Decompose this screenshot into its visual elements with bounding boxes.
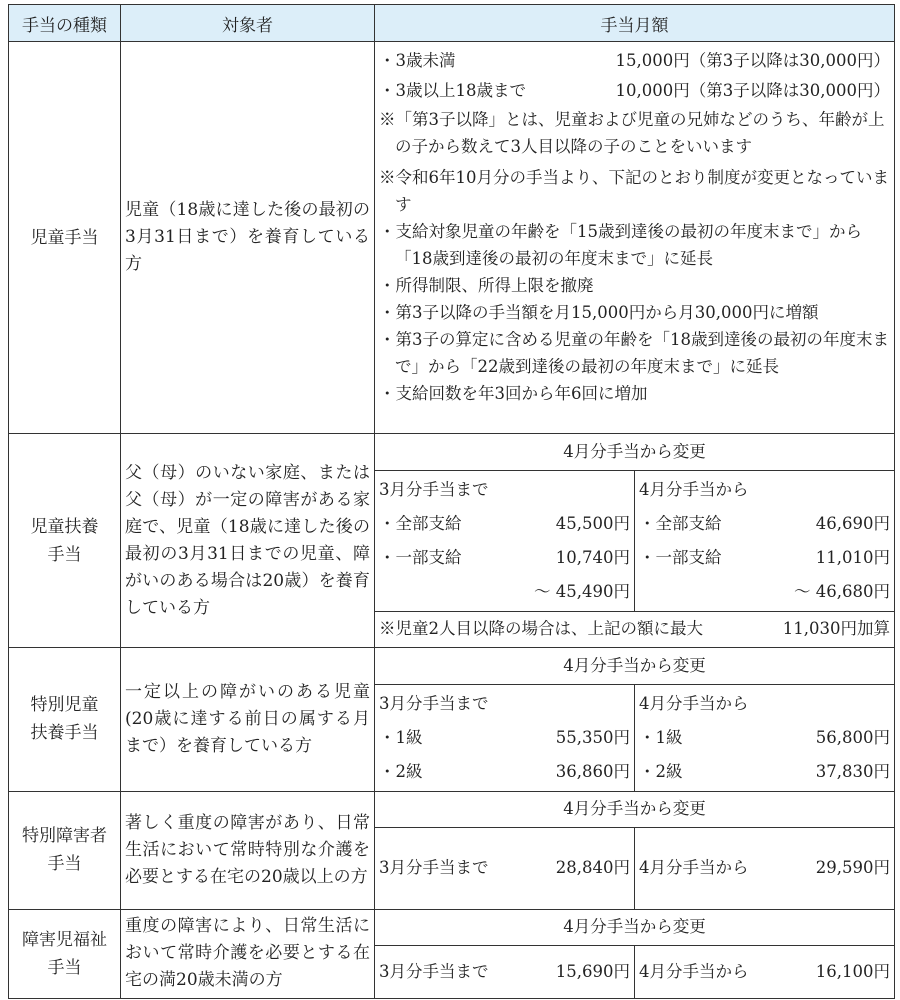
note-third-child: ※「第3子以降」とは、児童および児童の兄姉などのうち、年齢が上の子から数えて3人目以降の子のことをいいます [379,110,885,156]
fuyo-note-value: 11,030円加算 [782,619,890,639]
fuyo-before-part-label: ・一部支給 [379,547,462,567]
fuyo-before [375,470,635,611]
shogaiji-subtable [375,910,894,998]
tokubetsu-shogai-change-header: 4月分手当から変更 [563,799,706,819]
shogaiji-change-header: 4月分手当から変更 [563,917,706,937]
row-jido [9,42,895,434]
fuyo-before-title: 3月分手当まで [379,479,489,499]
target-fuyo: 父（母）のいない家庭、または父（母）が一定の障害がある家庭で、児童（18歳に達した後の最初の3月31日までの児童、障がいのある場合は20歳）を養育している方 [121,434,375,648]
fuyo-after-part-value: 11,010円 [815,547,890,567]
fuyo-after-full [639,507,890,541]
type-tokubetsu-fuyo [9,648,121,792]
fuyo-note-row [379,614,890,644]
amount-shogaiji [375,909,895,998]
row-fuyo [9,434,895,648]
tokubetsu-fuyo-before-g1-value: 55,350円 [555,727,630,747]
tokubetsu-fuyo-before-g2 [379,755,630,789]
shogaiji-before [375,946,635,998]
fuyo-note [375,611,894,647]
type-jido-line1: 児童手当 [30,227,99,248]
shogaiji-after-row [639,955,890,989]
fuyo-after-part [639,541,890,575]
amount-tokubetsu-fuyo [375,648,895,792]
shogaiji-before-label: 3月分手当まで [379,961,489,981]
fuyo-before-full-value: 45,500円 [555,513,630,533]
tokubetsu-fuyo-before-g1-label: ・1級 [379,727,423,747]
shogaiji-after-value: 16,100円 [815,961,890,981]
type-fuyo [9,434,121,648]
tokubetsu-shogai-before-row [379,851,630,885]
fuyo-after-full-label: ・全部支給 [639,513,722,533]
shogaiji-before-row [379,955,630,989]
tokubetsu-shogai-after-value: 29,590円 [815,858,890,878]
rate-value-under3: 15,000円（第3子以降は30,000円） [615,51,890,70]
rate-value-3to18: 10,000円（第3子以降は30,000円） [615,81,890,100]
tokubetsu-fuyo-after-g1 [639,721,890,755]
target-tokubetsu-shogai: 著しく重度の障害があり、日常生活において常時特別な介護を必要とする在宅の20歳以上の方 [121,791,375,909]
tokubetsu-fuyo-before-g2-label: ・2級 [379,761,423,781]
fuyo-before-part [379,541,630,575]
fuyo-note-label: ※児童2人目以降の場合は、上記の額に最大 [379,619,703,639]
allowance-table [8,4,895,999]
tokubetsu-shogai-before-value: 28,840円 [555,858,630,878]
amount-fuyo [375,434,895,648]
tokubetsu-fuyo-after-g1-value: 56,800円 [815,727,890,747]
tokubetsu-shogai-after-label: 4月分手当から [639,858,749,878]
tokubetsu-fuyo-after-g2 [639,755,890,789]
fuyo-after [635,470,895,611]
tokubetsu-fuyo-after-g2-label: ・2級 [639,761,683,781]
note-reiwa6: ※令和6年10月分の手当より、下記のとおり制度が変更となっています [379,168,889,214]
row-shogaiji [9,909,895,998]
fuyo-after-full-value: 46,690円 [815,513,890,533]
fuyo-after-range: ～ 46,680円 [794,581,890,601]
tokubetsu-fuyo-before-g2-value: 36,860円 [555,761,630,781]
fuyo-after-title: 4月分手当から [639,479,749,499]
shogaiji-before-value: 15,690円 [555,961,630,981]
type-tokubetsu-shogai-line2: 手当 [47,854,82,874]
target-jido: 児童（18歳に達した後の最初の3月31日まで）を養育している方 [121,42,375,434]
type-tokubetsu-fuyo-line1: 特別児童 [30,695,99,716]
tokubetsu-fuyo-before-g1 [379,721,630,755]
fuyo-change-header: 4月分手当から変更 [563,441,706,461]
fuyo-before-part-value: 10,740円 [555,547,630,567]
tokubetsu-fuyo-after-g2-value: 37,830円 [815,761,890,781]
shogaiji-after-label: 4月分手当から [639,961,749,981]
amount-jido [375,42,895,434]
tokubetsu-fuyo-after-title: 4月分手当から [639,693,749,713]
rate-label-under3: ・3歳未満 [379,51,456,70]
change-item-3: ・第3子以降の手当額を月15,000円から月30,000円に増額 [379,303,819,322]
target-shogaiji: 重度の障害により、日常生活において常時介護を必要とする在宅の満20歳未満の方 [121,909,375,998]
type-jido [9,42,121,434]
row-tokubetsu-shogai [9,791,895,909]
tokubetsu-fuyo-before [375,684,635,791]
tokubetsu-shogai-subtable [375,792,894,909]
tokubetsu-shogai-before [375,828,635,909]
target-tokubetsu-fuyo: 一定以上の障がいのある児童(20歳に達する前日の属する月まで）を養育している方 [121,648,375,792]
tokubetsu-fuyo-after-g1-label: ・1級 [639,727,683,747]
shogaiji-after [635,946,895,998]
type-shogaiji-line1: 障害児福祉 [22,929,107,950]
header-target: 対象者 [121,5,375,42]
tokubetsu-fuyo-before-title: 3月分手当まで [379,693,489,713]
type-shogaiji-line2: 手当 [47,957,82,978]
row-tokubetsu-fuyo [9,648,895,792]
change-item-1: ・支給対象児童の年齢を「15歳到達後の最初の年度末まで」から「18歳到達後の最初の年度末まで」に延長 [379,222,862,268]
fuyo-before-full [379,507,630,541]
change-item-5: ・支給回数を年3回から年6回に増加 [379,384,648,403]
header-amount: 手当月額 [375,5,895,42]
tokubetsu-fuyo-subtable [375,648,894,791]
type-fuyo-line2: 手当 [47,544,82,565]
fuyo-after-part-label: ・一部支給 [639,547,722,567]
fuyo-before-full-label: ・全部支給 [379,513,462,533]
change-item-4: ・第3子の算定に含める児童の年齢を「18歳到達後の最初の年度末まで」から「22歳到達後の最初の年度末まで」に延長 [379,330,889,376]
type-tokubetsu-shogai-line1: 特別障害者 [22,826,107,846]
rate-label-3to18: ・3歳以上18歳まで [379,81,526,100]
amount-tokubetsu-shogai [375,791,895,909]
fuyo-subtable [375,434,894,647]
type-tokubetsu-shogai [9,791,121,909]
change-item-2: ・所得制限、所得上限を撤廃 [379,276,594,295]
type-shogaiji [9,909,121,998]
rate-row-under3 [375,46,894,76]
header-type: 手当の種類 [9,5,121,42]
rate-row-3to18 [375,76,894,106]
tokubetsu-shogai-before-label: 3月分手当まで [379,858,489,878]
header-row [9,5,895,42]
tokubetsu-fuyo-after [635,684,895,791]
tokubetsu-fuyo-change-header: 4月分手当から変更 [563,655,706,675]
type-tokubetsu-fuyo-line2: 扶養手当 [30,723,99,744]
tokubetsu-shogai-after-row [639,851,890,885]
tokubetsu-shogai-after [635,828,895,909]
type-fuyo-line1: 児童扶養 [30,516,99,537]
fuyo-before-range: ～ 45,490円 [534,581,630,601]
